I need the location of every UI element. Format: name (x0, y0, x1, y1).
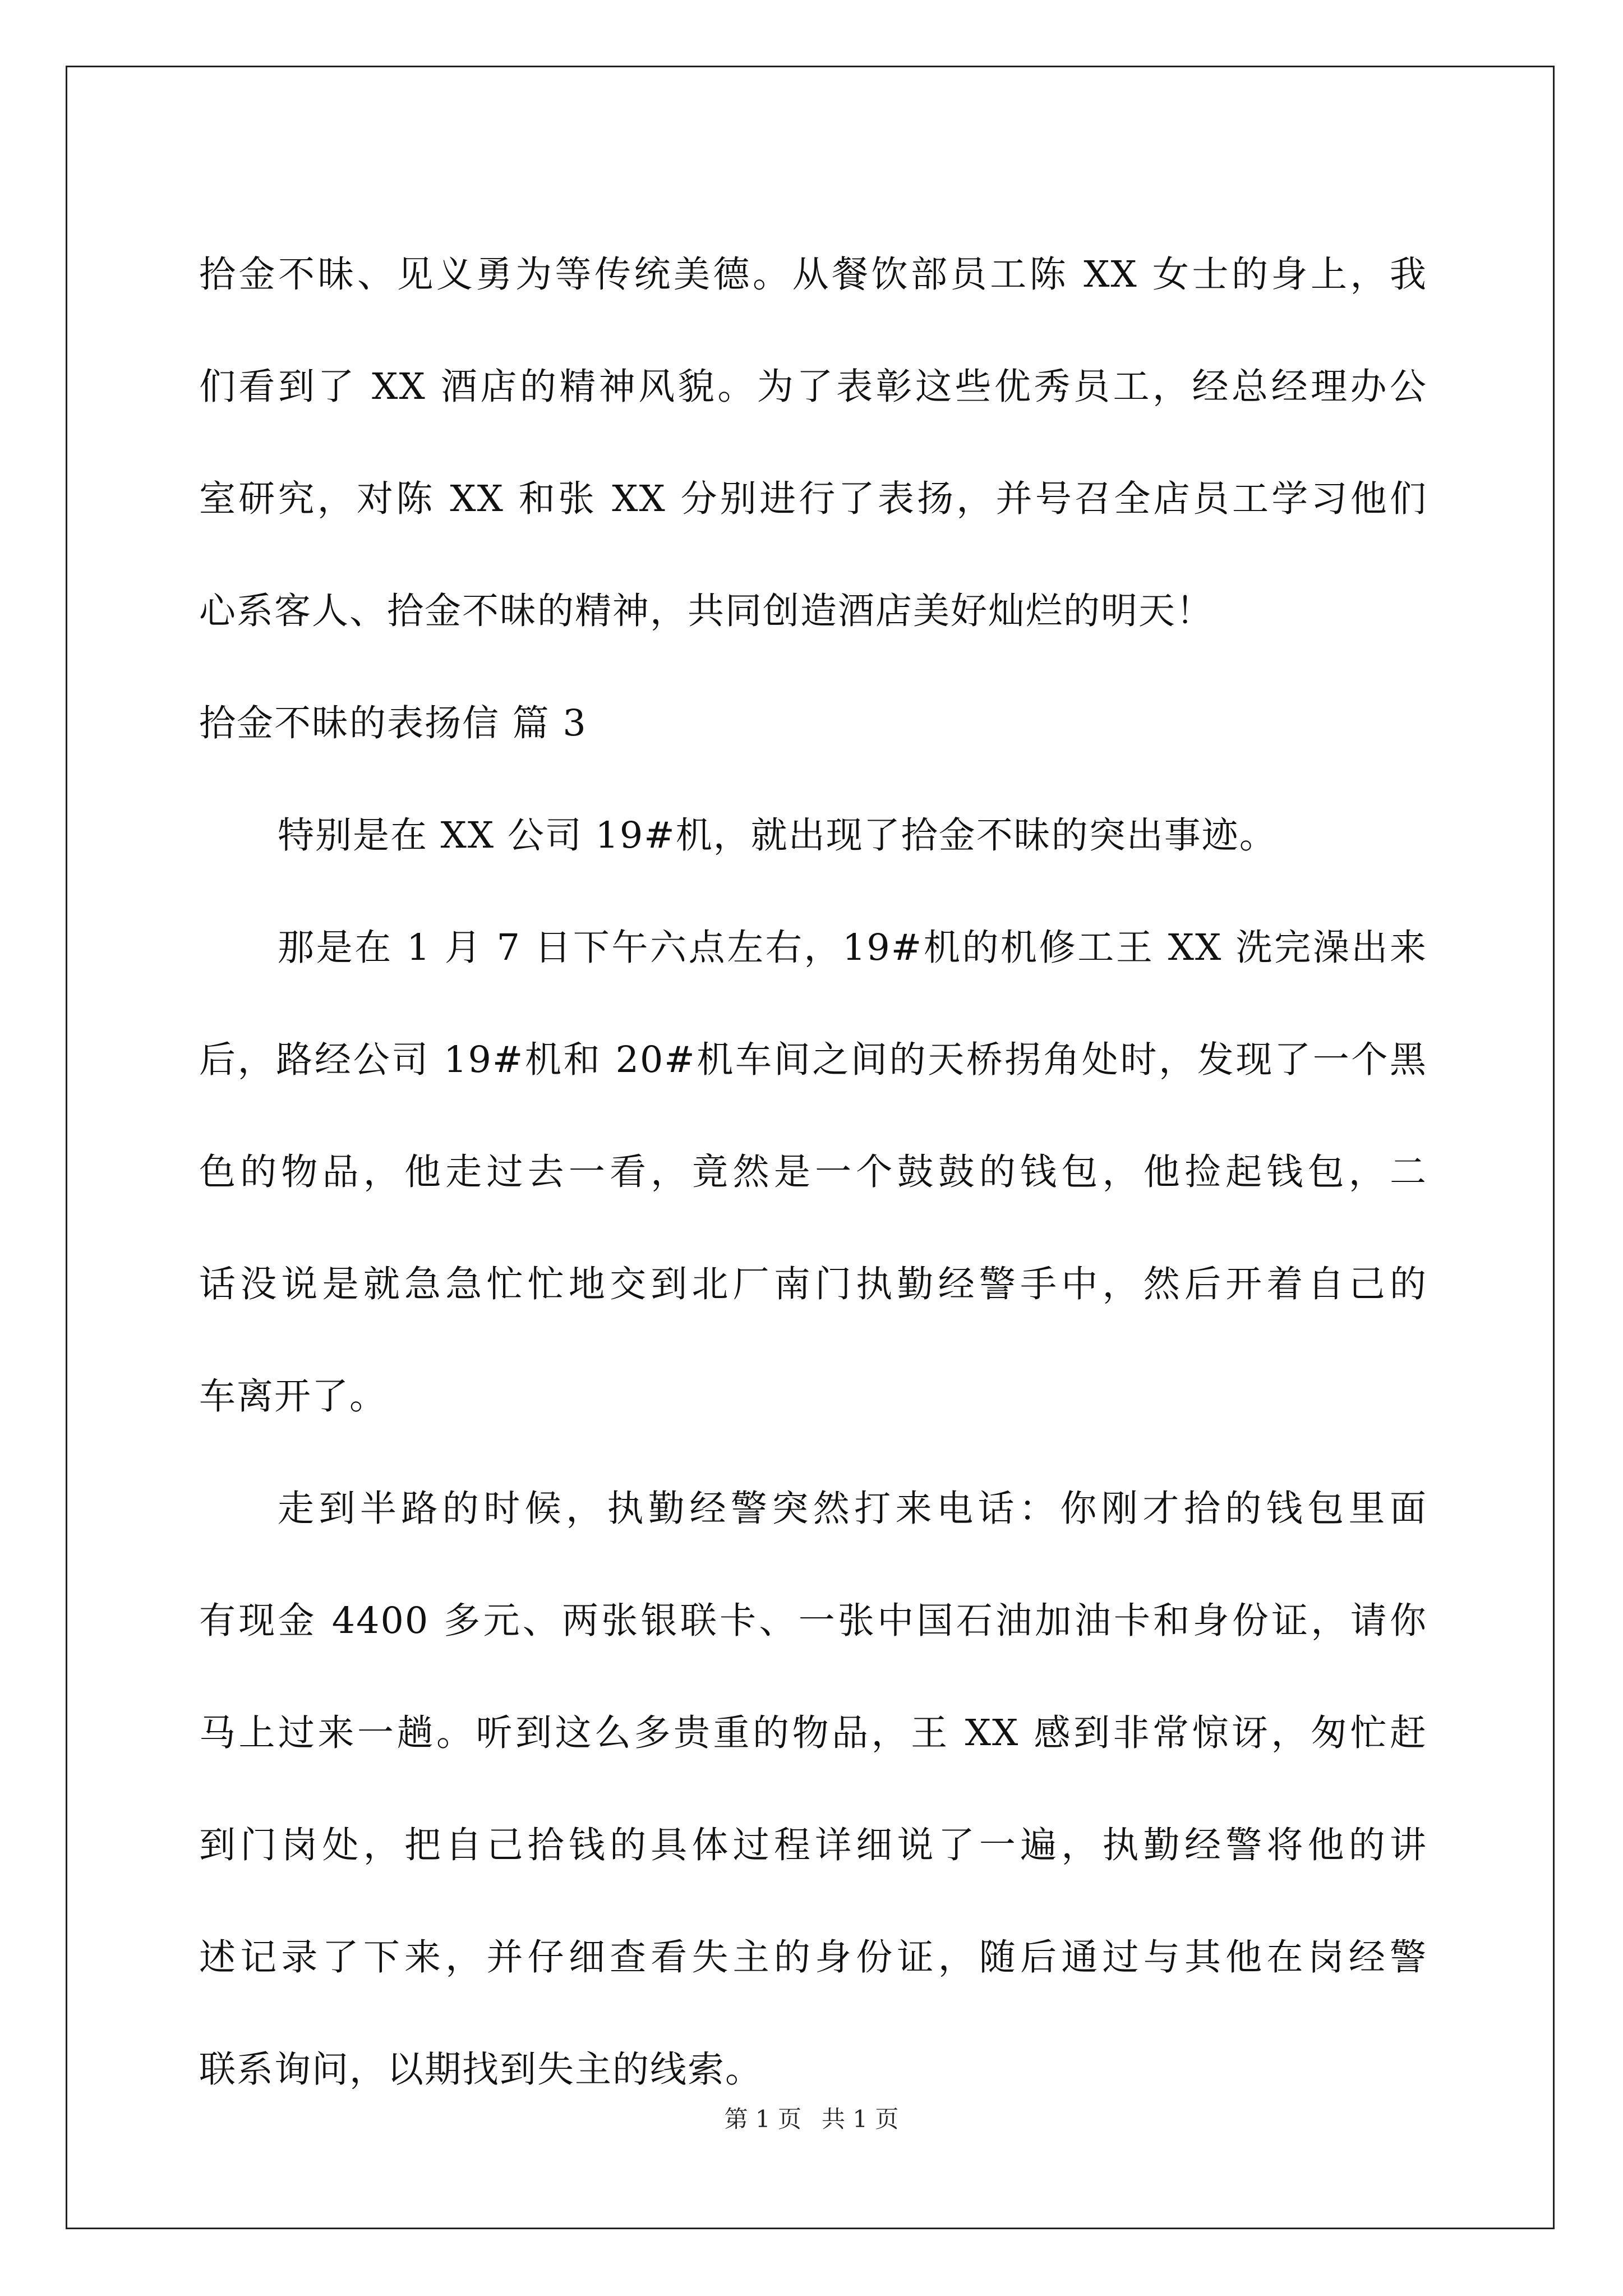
page-footer (0, 2101, 1623, 2134)
paragraph-line: 后，路经公司 19#机和 20#机车间之间的天桥拐角处时，发现了一个黑 (199, 1039, 1427, 1081)
paragraph-line: 室研究，对陈 XX 和张 XX 分别进行了表扬，并号召全店员工学习他们 (199, 478, 1427, 520)
paragraph-line: 述记录了下来，并仔细查看失主的身份证，随后通过与其他在岗经警 (199, 1936, 1427, 1978)
paragraph-line: 那是在 1 月 7 日下午六点左右，19#机的机修工王 XX 洗完澡出来 (278, 927, 1427, 969)
paragraph-line: 们看到了 XX 酒店的精神风貌。为了表彰这些优秀员工，经总经理办公 (199, 366, 1427, 408)
paragraph-line: 心系客人、拾金不昧的精神，共同创造酒店美好灿烂的明天！ (199, 590, 1214, 632)
paragraph-line: 有现金 4400 多元、两张银联卡、一张中国石油加油卡和身份证，请你 (199, 1600, 1427, 1642)
paragraph-line: 联系询问，以期找到失主的线索。 (199, 2049, 763, 2091)
paragraph-line: 车离开了。 (199, 1375, 388, 1418)
page-total: 共 1 页 (822, 2105, 899, 2133)
paragraph-line: 色的物品，他走过去一看，竟然是一个鼓鼓的钱包，他捡起钱包，二 (199, 1151, 1427, 1193)
document-body (199, 219, 1427, 2126)
section-heading: 拾金不昧的表扬信 篇 3 (199, 702, 587, 744)
paragraph-line: 特别是在 XX 公司 19#机，就出现了拾金不昧的突出事迹。 (278, 815, 1277, 857)
paragraph-line: 到门岗处，把自己拾钱的具体过程详细说了一遍，执勤经警将他的讲 (199, 1824, 1427, 1866)
paragraph-line: 马上过来一趟。听到这么多贵重的物品，王 XX 感到非常惊讶，匆忙赶 (199, 1712, 1427, 1754)
page-number: 第 1 页 (724, 2105, 801, 2133)
paragraph-line: 走到半路的时候，执勤经警突然打来电话：你刚才拾的钱包里面 (278, 1488, 1427, 1530)
paragraph-line: 拾金不昧、见义勇为等传统美德。从餐饮部员工陈 XX 女士的身上，我 (199, 254, 1427, 296)
paragraph-line: 话没说是就急急忙忙地交到北厂南门执勤经警手中，然后开着自己的 (199, 1263, 1427, 1305)
